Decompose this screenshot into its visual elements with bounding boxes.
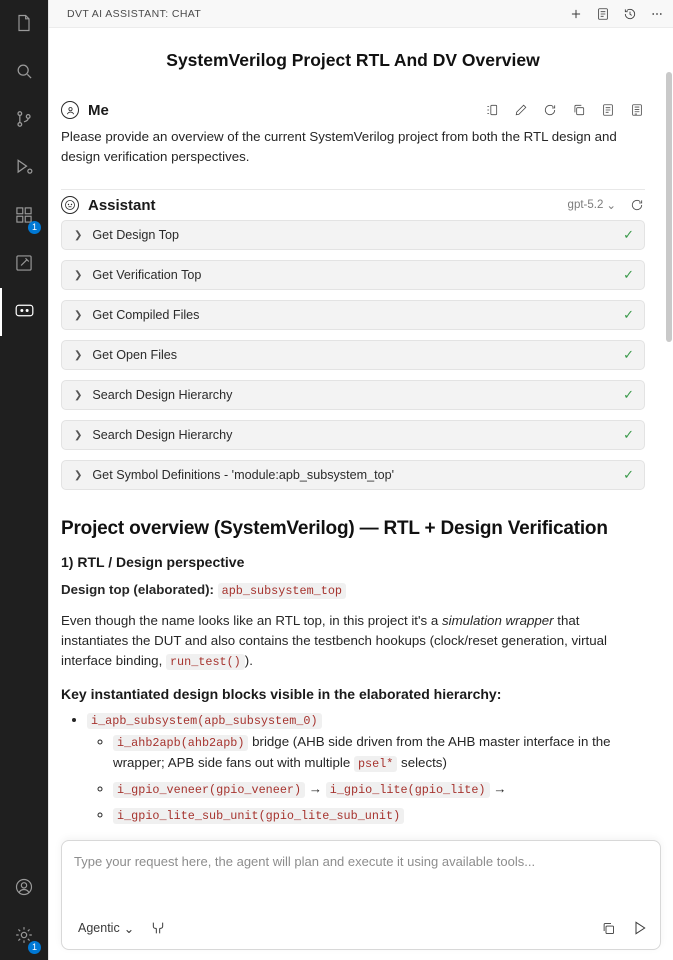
user-message — [61, 97, 645, 181]
tool-call-label: Search Design Hierarchy — [92, 388, 233, 402]
gpio-lite-sub-unit-code: i_gpio_lite_sub_unit(gpio_lite_sub_unit) — [113, 808, 404, 824]
tool-call-row[interactable] — [61, 420, 645, 450]
sidebar-item-explorer[interactable] — [0, 0, 48, 48]
tool-call-status-icon: ✓ — [623, 467, 634, 482]
sidebar-item-extensions[interactable] — [0, 192, 48, 240]
arrow-1: → — [308, 781, 323, 796]
blocks-heading: Key instantiated design blocks visible in the elaborated hierarchy: — [61, 686, 502, 702]
composer[interactable] — [61, 840, 661, 950]
assistant-message-actions — [568, 197, 645, 213]
tool-call-row[interactable] — [61, 260, 645, 290]
answer-heading: Project overview (SystemVerilog) — RTL + Design Verification — [61, 518, 608, 539]
chat-panel — [48, 0, 673, 960]
sidebar-item-ai-chat[interactable] — [0, 288, 48, 336]
tool-call-status-icon: ✓ — [623, 267, 634, 282]
save-chat-icon[interactable] — [595, 6, 611, 22]
attach-context-icon[interactable] — [484, 102, 500, 118]
copy-message-icon[interactable] — [571, 102, 587, 118]
chat-title: SystemVerilog Project RTL And DV Overview — [166, 50, 540, 70]
prompt-input[interactable]: Type your request here, the agent will plan and execute it using available tools... — [74, 854, 536, 869]
tool-call-label: Get Open Files — [92, 348, 178, 362]
chevron-down-icon: ⌄ — [123, 921, 135, 936]
chevron-right-icon: ❯ — [74, 389, 83, 401]
paragraph-emphasis: simulation wrapper — [441, 613, 554, 628]
assistant-message-header — [61, 192, 645, 220]
tools-icon[interactable] — [150, 920, 166, 936]
tool-call-row[interactable] — [61, 340, 645, 370]
tool-call-row[interactable] — [61, 380, 645, 410]
block-code: i_apb_subsystem(apb_subsystem_0) — [87, 713, 322, 729]
settings-badge: 1 — [28, 941, 41, 954]
search-icon — [14, 61, 34, 84]
run-test-code: run_test() — [166, 654, 245, 670]
chevron-right-icon: ❯ — [74, 309, 83, 321]
sidebar-item-settings[interactable] — [0, 912, 48, 960]
send-button[interactable] — [632, 920, 648, 936]
sidebar-item-account[interactable] — [0, 864, 48, 912]
new-chat-icon[interactable] — [568, 6, 584, 22]
arrow-2: → — [493, 781, 507, 796]
retry-message-icon[interactable] — [542, 102, 558, 118]
answer-section-heading: 1) RTL / Design perspective — [61, 554, 245, 570]
source-control-icon — [14, 109, 34, 132]
paragraph-part-c: ). — [244, 653, 253, 668]
panel-header — [49, 0, 673, 28]
agent-mode-label: Agentic — [78, 921, 120, 935]
more-actions-icon[interactable] — [649, 6, 665, 22]
chevron-right-icon: ❯ — [74, 229, 83, 241]
paragraph-part-a: Even though the name looks like an RTL top, in this project it's a — [61, 613, 442, 628]
user-message-header — [61, 97, 645, 125]
tool-call-status-icon: ✓ — [623, 307, 634, 322]
agent-mode-selector[interactable] — [74, 919, 138, 938]
gpio-veneer-code: i_gpio_veneer(gpio_veneer) — [113, 782, 305, 798]
tool-call-label: Get Compiled Files — [92, 308, 200, 322]
user-message-actions — [484, 102, 645, 118]
tool-call-status-icon: ✓ — [623, 347, 634, 362]
run-debug-icon — [14, 157, 34, 180]
list-item — [113, 779, 645, 800]
chevron-right-icon: ❯ — [74, 429, 83, 441]
tool-call-status-icon: ✓ — [623, 427, 634, 442]
chevron-down-icon: ⌄ — [606, 200, 616, 212]
composer-actions — [600, 920, 648, 936]
list-item — [113, 805, 645, 826]
assistant-answer — [61, 500, 645, 826]
composer-toolbar — [74, 915, 648, 941]
subblock-text-a: bridge (AHB side driven from the AHB master interface in the wrapper; APB side fans out with multiple — [113, 734, 611, 770]
design-subblocks-list — [87, 732, 645, 826]
edit-icon — [14, 253, 34, 276]
chevron-right-icon: ❯ — [74, 469, 83, 481]
model-selector[interactable] — [568, 198, 616, 212]
chat-scrollbar[interactable] — [665, 28, 673, 845]
design-top-value: apb_subsystem_top — [218, 583, 346, 599]
ai-chat-icon — [14, 300, 35, 324]
tool-call-row[interactable] — [61, 300, 645, 330]
activity-bar — [0, 0, 48, 960]
explorer-icon — [14, 13, 34, 36]
design-blocks-list — [61, 712, 645, 826]
assistant-name: Assistant — [88, 196, 156, 214]
model-name: gpt-5.2 — [567, 199, 604, 211]
user-avatar — [61, 101, 79, 119]
chevron-right-icon: ❯ — [74, 269, 83, 281]
chevron-right-icon: ❯ — [74, 349, 83, 361]
sidebar-item-search[interactable] — [0, 48, 48, 96]
answer-paragraph — [61, 611, 645, 672]
tool-call-row[interactable] — [61, 460, 645, 490]
tool-call-label: Get Verification Top — [92, 268, 202, 282]
tool-call-row[interactable] — [61, 220, 645, 250]
tool-call-label: Get Symbol Definitions - 'module:apb_subsystem_top' — [92, 468, 395, 482]
assistant-avatar — [61, 196, 79, 214]
tool-call-list — [61, 220, 645, 490]
sidebar-item-run-debug[interactable] — [0, 144, 48, 192]
chat-scrollbar-thumb[interactable] — [666, 72, 672, 342]
user-message-text: Please provide an overview of the current SystemVerilog project from both the RTL design and design verification perspectives. — [61, 129, 617, 164]
gpio-lite-code: i_gpio_lite(gpio_lite) — [326, 782, 490, 798]
paragraph-part-b: that instantiates the DUT and also contains the testbench hookups (clock/reset generation, virtual interface binding, — [61, 613, 607, 668]
sidebar-item-source-control[interactable] — [0, 96, 48, 144]
psel-code: psel* — [354, 756, 397, 772]
regenerate-icon[interactable] — [629, 197, 645, 213]
subblock-code: i_ahb2apb(ahb2apb) — [113, 735, 248, 751]
export-message-icon[interactable] — [629, 102, 645, 118]
user-name: Me — [88, 101, 109, 119]
message-divider — [61, 189, 645, 190]
design-top-line — [61, 580, 645, 601]
sidebar-item-edit[interactable] — [0, 240, 48, 288]
tool-call-status-icon: ✓ — [623, 227, 634, 242]
history-icon[interactable] — [622, 6, 638, 22]
edit-message-icon[interactable] — [513, 102, 529, 118]
extensions-badge: 1 — [28, 221, 41, 234]
tool-call-label: Get Design Top — [92, 228, 179, 242]
chat-scroll-area[interactable] — [49, 28, 673, 960]
save-message-icon[interactable] — [600, 102, 616, 118]
assistant-message — [61, 192, 645, 826]
tool-call-label: Search Design Hierarchy — [92, 428, 233, 442]
attach-file-icon[interactable] — [600, 920, 616, 936]
list-item — [113, 732, 645, 774]
subblock-text-b: selects) — [397, 755, 447, 770]
panel-header-actions — [568, 6, 665, 22]
list-item — [87, 712, 645, 826]
tool-call-status-icon: ✓ — [623, 387, 634, 402]
account-icon — [14, 877, 34, 900]
panel-title: DVT AI ASSISTANT: CHAT — [67, 7, 202, 20]
design-top-label: Design top (elaborated): — [61, 582, 214, 597]
